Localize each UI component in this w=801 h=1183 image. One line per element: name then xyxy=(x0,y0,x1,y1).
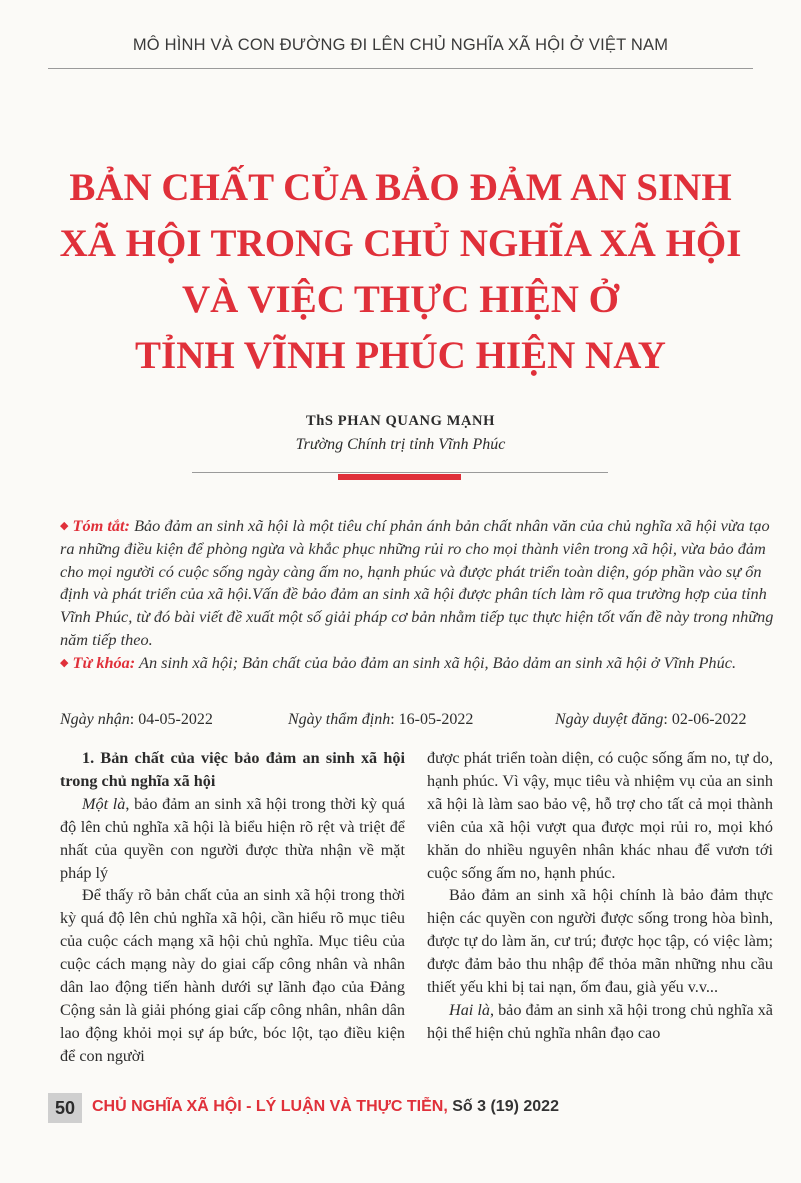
running-header: MÔ HÌNH VÀ CON ĐƯỜNG ĐI LÊN CHỦ NGHĨA XÃ HỘI Ở VIỆT NAM xyxy=(132,36,669,54)
received-label: Ngày nhận xyxy=(60,711,130,728)
journal-issue: Số 3 (19) 2022 xyxy=(447,1098,559,1115)
body-paragraph: Một là, bảo đảm an sinh xã hội trong thời kỳ quá độ lên chủ nghĩa xã hội là biểu hiện rõ rệt và triệt để nhất của quyền con người được thừa nhận về mặt pháp lý xyxy=(60,794,405,882)
received-date: Ngày nhận: 04-05-2022 xyxy=(60,711,213,728)
author-name: ThS PHAN QUANG MẠNH xyxy=(305,413,496,429)
author-rule xyxy=(192,472,608,473)
approved-date: Ngày duyệt đăng: 02-06-2022 xyxy=(555,711,747,728)
abstract-text: Bảo đảm an sinh xã hội là một tiêu chí phản ánh bản chất nhân văn của chủ nghĩa xã hội vừa tạo ra những điều kiện để phòng ngừa và khắc phục những rủi ro cho mọi thành viên trong xã hội, vừa bảo đảm cho mọi người có cuộc sống ngày càng ấm no, hạnh phúc và được phát triển toàn diện, góp phần vào sự ổn định và phát triển của xã hội.Vấn đề bảo đảm an sinh xã hội được phân tích làm rõ qua trường hợp của tỉnh Vĩnh Phúc, từ đó bài viết đề xuất một số giải pháp cơ bản nhằm tiếp tục thực hiện tốt vấn đề này trong những năm tiếp theo. xyxy=(60,516,774,649)
keywords-paragraph xyxy=(60,652,782,675)
header-rule xyxy=(48,68,753,69)
section-heading: 1. Bản chất của việc bảo đảm an sinh xã hội trong chủ nghĩa xã hội xyxy=(60,749,405,790)
body-paragraph: Hai là, bảo đảm an sinh xã hội trong chủ nghĩa xã hội thể hiện chủ nghĩa nhân đạo cao xyxy=(427,1000,773,1042)
reviewed-label: Ngày thẩm định xyxy=(288,711,391,728)
article-title xyxy=(40,160,761,384)
diamond-bullet-icon: ◆ xyxy=(60,520,69,532)
abstract-block xyxy=(60,515,782,675)
title-line: TỈNH VĨNH PHÚC HIỆN NAY xyxy=(135,334,666,377)
body-column-right xyxy=(427,747,773,1045)
body-paragraph: Bảo đảm an sinh xã hội chính là bảo đảm thực hiện các quyền con người được sống trong hòa bình, được tự do làm ăn, cư trú; được học tập, có việc làm; được đảm bảo thu nhập để thỏa mãn những nhu cầu thiết yếu khi bị tai nạn, ốm đau, già yếu v.v... xyxy=(427,886,773,997)
body-paragraph: Để thấy rõ bản chất của an sinh xã hội trong thời kỳ quá độ lên chủ nghĩa xã hội, cần hiểu rõ mục tiêu của cuộc cách mạng xã hội chủ nghĩa. Mục tiêu của cuộc cách mạng này do giai cấp công nhân và nhân dân lao động tiến hành dưới sự lãnh đạo của Đảng Cộng sản là giải phóng giai cấp công nhân, nhân dân lao động khỏi mọi sự áp bức, bóc lột, tạo điều kiện để con người xyxy=(60,886,405,1065)
title-line: BẢN CHẤT CỦA BẢO ĐẢM AN SINH xyxy=(69,166,732,209)
abstract-label: Tóm tắt: xyxy=(72,516,130,535)
page-number: 50 xyxy=(48,1093,82,1123)
title-line: VÀ VIỆC THỰC HIỆN Ở xyxy=(181,278,620,321)
keywords-text: An sinh xã hội; Bản chất của bảo đảm an sinh xã hội, Bảo dảm an sinh xã hội ở Vĩnh Phúc. xyxy=(139,652,737,672)
reviewed-date: Ngày thẩm định: 16-05-2022 xyxy=(288,711,474,728)
approved-label: Ngày duyệt đăng xyxy=(555,711,664,728)
author-affiliation: Trường Chính trị tỉnh Vĩnh Phúc xyxy=(295,436,506,453)
body-paragraph: được phát triển toàn diện, có cuộc sống ấm no, tự do, hạnh phúc. Vì vậy, mục tiêu và nhiệm vụ của an sinh xã hội là làm sao bảo vệ, hỗ trợ cho tất cả mọi thành viên của xã hội vượt qua được mọi rủi ro, mọi khó khăn do nhiều nguyên nhân khác nhau để vươn tới cuộc sống ấm no, hạnh phúc. xyxy=(427,749,773,882)
journal-name: CHỦ NGHĨA XÃ HỘI - LÝ LUẬN VÀ THỰC TIỄN, Số 3 (19) 2022 xyxy=(92,1098,559,1115)
diamond-bullet-icon: ◆ xyxy=(60,656,69,669)
author-accent-bar xyxy=(338,474,461,480)
keywords-label: Từ khóa: xyxy=(72,652,136,672)
title-line: XÃ HỘI TRONG CHỦ NGHĨA XÃ HỘI xyxy=(59,222,742,265)
body-column-left xyxy=(60,747,405,1068)
abstract-paragraph xyxy=(60,515,782,652)
